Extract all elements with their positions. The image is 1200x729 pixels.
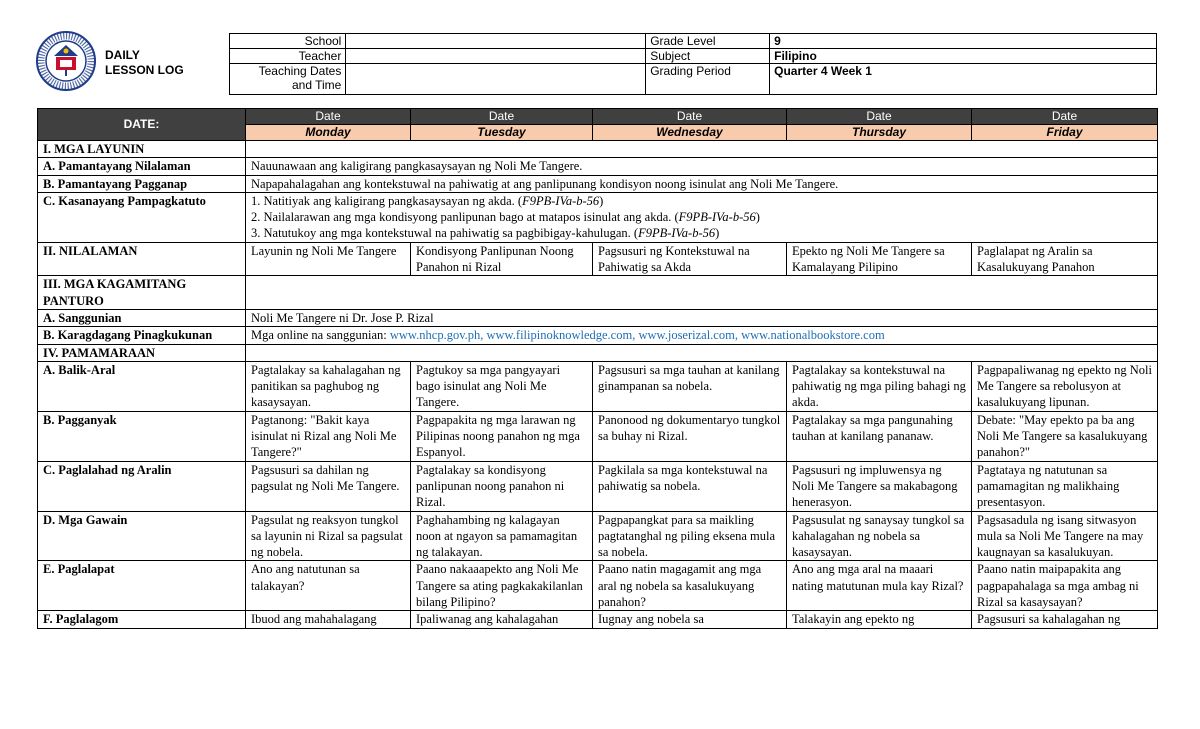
- day-header: Monday: [246, 125, 411, 141]
- day-header: Wednesday: [593, 125, 787, 141]
- kasanayan-item: 2. Nailalarawan ang mga kondisyong panlipunan bago at matapos isinulat ang akda. (F9PB-IVa-b-56): [251, 210, 760, 225]
- subject-value: Filipino: [770, 49, 1157, 64]
- table-cell: Layunin ng Noli Me Tangere: [246, 242, 411, 276]
- row-label: A. Pamantayang Nilalaman: [38, 158, 246, 175]
- row-label: C. Kasanayang Pampagkatuto: [38, 192, 246, 242]
- day-header: Tuesday: [411, 125, 593, 141]
- table-row: [38, 361, 1158, 411]
- table-cell: Epekto ng Noli Me Tangere sa Kamalayang Pilipino: [787, 242, 972, 276]
- table-row: [38, 561, 1158, 611]
- table-cell: Pagsusulat ng sanaysay tungkol sa kahalagahan ng nobela sa kasaysayan.: [787, 511, 972, 561]
- table-cell: Pagsusuri sa mga tauhan at kanilang ginampanan sa nobela.: [593, 361, 787, 411]
- karagdagang-pinagkukunan-value: Mga online na sanggunian: www.nhcp.gov.ph, www.filipinoknowledge.com, www.joserizal.com, www.nationalbookstore.com: [246, 327, 1158, 344]
- table-row: [38, 511, 1158, 561]
- section-layunin: I. MGA LAYUNIN: [38, 141, 246, 158]
- row-label: B. Pagganyak: [38, 411, 246, 461]
- sanggunian-value: Noli Me Tangere ni Dr. Jose P. Rizal: [246, 309, 1158, 326]
- empty-cell: [246, 276, 1158, 310]
- subject-label: Subject: [646, 49, 770, 64]
- pamantayang-nilalaman-value: Nauunawaan ang kaligirang pangkasaysayan ng Noli Me Tangere.: [246, 158, 1158, 175]
- row-label: C. Paglalahad ng Aralin: [38, 461, 246, 511]
- school-value: [346, 34, 646, 49]
- teaching-dates-value: [346, 64, 646, 95]
- table-cell: Pagtalakay sa kontekstuwal na pahiwatig ng mga piling bahagi ng akda.: [787, 361, 972, 411]
- date-col-tuesday: Date: [411, 109, 593, 125]
- table-cell: Pagsusuri sa kahalagahan ng: [972, 611, 1158, 628]
- empty-cell: [246, 344, 1158, 361]
- date-header-label: DATE:: [38, 109, 246, 141]
- school-label: School: [230, 34, 346, 49]
- section-nilalaman: II. NILALAMAN: [38, 242, 246, 276]
- table-cell: Talakayin ang epekto ng: [787, 611, 972, 628]
- table-cell: Ano ang mga aral na maaari nating matutunan mula kay Rizal?: [787, 561, 972, 611]
- table-cell: Ano ang natutunan sa talakayan?: [246, 561, 411, 611]
- kasanayan-list: [246, 192, 1158, 242]
- table-cell: Iugnay ang nobela sa: [593, 611, 787, 628]
- deped-seal-icon: [35, 30, 97, 92]
- teaching-dates-label: Teaching Dates and Time: [230, 64, 346, 95]
- grade-level-label: Grade Level: [646, 34, 770, 49]
- table-cell: Paano nakaaapekto ang Noli Me Tangere sa ating pagkakakilanlan bilang Pilipino?: [411, 561, 593, 611]
- table-cell: Panonood ng dokumentaryo tungkol sa buhay ni Rizal.: [593, 411, 787, 461]
- table-cell: Pagsusuri ng impluwensya ng Noli Me Tangere sa makabagong henerasyon.: [787, 461, 972, 511]
- table-cell: Paano natin maipapakita ang pagpapahalaga sa mga ambag ni Rizal sa kasaysayan?: [972, 561, 1158, 611]
- table-row: [38, 611, 1158, 628]
- grading-period-label: Grading Period: [646, 64, 770, 95]
- row-label: B. Pamantayang Pagganap: [38, 175, 246, 192]
- date-col-thursday: Date: [787, 109, 972, 125]
- empty-cell: [246, 141, 1158, 158]
- table-cell: Debate: "May epekto pa ba ang Noli Me Tangere sa kasalukuyang panahon?": [972, 411, 1158, 461]
- teacher-label: Teacher: [230, 49, 346, 64]
- date-col-monday: Date: [246, 109, 411, 125]
- row-label: E. Paglalapat: [38, 561, 246, 611]
- header-info-table: [37, 33, 1157, 95]
- table-cell: Pagtalakay sa kondisyong panlipunan noong panahon ni Rizal.: [411, 461, 593, 511]
- section-kagamitang-panturo: III. MGA KAGAMITANG PANTURO: [38, 276, 246, 310]
- day-header: Thursday: [787, 125, 972, 141]
- table-cell: Pagpapaliwanag ng epekto ng Noli Me Tangere sa rebolusyon at kasalukuyang lipunan.: [972, 361, 1158, 411]
- teacher-value: [346, 49, 646, 64]
- row-label: A. Balik-Aral: [38, 361, 246, 411]
- row-label: F. Paglalagom: [38, 611, 246, 628]
- row-label: A. Sanggunian: [38, 309, 246, 326]
- table-cell: Pagtukoy sa mga pangyayari bago isinulat ang Noli Me Tangere.: [411, 361, 593, 411]
- day-header: Friday: [972, 125, 1158, 141]
- table-cell: Pagsusuri sa dahilan ng pagsulat ng Noli Me Tangere.: [246, 461, 411, 511]
- table-cell: Paano natin magagamit ang mga aral ng nobela sa kasalukuyang panahon?: [593, 561, 787, 611]
- kasanayan-item: 3. Natutukoy ang mga kontekstuwal na pahiwatig sa pagbibigay-kahulugan. (F9PB-IVa-b-56): [251, 226, 720, 241]
- table-cell: Pagsulat ng reaksyon tungkol sa layunin ni Rizal sa pagsulat ng nobela.: [246, 511, 411, 561]
- table-cell: Kondisyong Panlipunan Noong Panahon ni Rizal: [411, 242, 593, 276]
- table-row: [38, 461, 1158, 511]
- table-cell: Paghahambing ng kalagayan noon at ngayon sa pamamagitan ng talakayan.: [411, 511, 593, 561]
- kasanayan-item: 1. Natitiyak ang kaligirang pangkasaysayan ng akda. (F9PB-IVa-b-56): [251, 193, 604, 208]
- pamantayang-pagganap-value: Napapahalagahan ang kontekstuwal na pahiwatig at ang panlipunang kondisyon noong isinulat ang Noli Me Tangere.: [246, 175, 1158, 192]
- table-cell: Pagtalakay sa mga pangunahing tauhan at kanilang pananaw.: [787, 411, 972, 461]
- table-cell: Paglalapat ng Aralin sa Kasalukuyang Panahon: [972, 242, 1158, 276]
- table-cell: Ibuod ang mahahalagang: [246, 611, 411, 628]
- table-cell: Pagtanong: "Bakit kaya isinulat ni Rizal ang Noli Me Tangere?": [246, 411, 411, 461]
- online-links[interactable]: www.nhcp.gov.ph, www.filipinoknowledge.com, www.joserizal.com, www.nationalbookstore.com: [389, 328, 885, 343]
- table-cell: Pagsusuri ng Kontekstuwal na Pahiwatig sa Akda: [593, 242, 787, 276]
- grading-period-value: Quarter 4 Week 1: [770, 64, 1157, 95]
- date-col-friday: Date: [972, 109, 1158, 125]
- table-cell: Pagkilala sa mga kontekstuwal na pahiwatig sa nobela.: [593, 461, 787, 511]
- table-cell: Pagtalakay sa kahalagahan ng panitikan sa paghubog ng kasaysayan.: [246, 361, 411, 411]
- lesson-log-table: [37, 108, 1158, 629]
- row-label: D. Mga Gawain: [38, 511, 246, 561]
- table-cell: Pagsasadula ng isang sitwasyon mula sa Noli Me Tangere na may kaugnayan sa kasalukuyan.: [972, 511, 1158, 561]
- row-label: B. Karagdagang Pinagkukunan: [38, 327, 246, 344]
- table-cell: Ipaliwanag ang kahalagahan: [411, 611, 593, 628]
- section-pamamaraan: IV. PAMAMARAAN: [38, 344, 246, 361]
- table-cell: Pagpapakita ng mga larawan ng Pilipinas noong panahon ng mga Espanyol.: [411, 411, 593, 461]
- table-row: [38, 411, 1158, 461]
- grade-level-value: 9: [770, 34, 1157, 49]
- table-cell: Pagpapangkat para sa maikling pagtatanghal ng piling eksena mula sa nobela.: [593, 511, 787, 561]
- table-cell: Pagtataya ng natutunan sa pamamagitan ng malikhaing presentasyon.: [972, 461, 1158, 511]
- daily-lesson-log-title: DAILY LESSON LOG: [105, 47, 184, 77]
- date-col-wednesday: Date: [593, 109, 787, 125]
- header-logo-cell: [37, 34, 230, 95]
